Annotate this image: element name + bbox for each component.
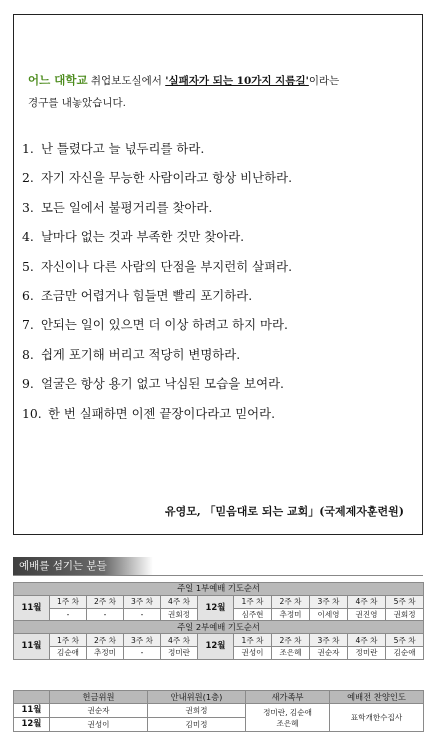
service1-week-12: 5주 차	[386, 595, 424, 608]
service1-name-11: -	[50, 608, 87, 621]
service1-name-12: 권회정	[386, 608, 424, 621]
service2-name-12: 권순자	[310, 646, 348, 659]
rule-text: 자신이나 다른 사람의 단점을 부지런히 살펴라.	[40, 258, 293, 274]
rule-number: 3.	[22, 199, 34, 215]
service2-name-11: 김순애	[50, 646, 87, 659]
prayer-schedule-table	[13, 582, 424, 660]
rule-number: 5.	[22, 258, 34, 274]
service2-week-12: 1주 차	[234, 634, 272, 647]
section-divider	[13, 575, 423, 576]
rule-text: 안되는 일이 있으면 더 이상 하려고 하지 마라.	[40, 317, 288, 333]
service1-week-11: 3주 차	[124, 595, 161, 608]
rule-number: 8.	[22, 346, 34, 362]
rule-item	[22, 257, 292, 286]
staff-month-12: 12월	[14, 718, 50, 732]
rule-item	[22, 345, 292, 374]
service1-week-12: 2주 차	[272, 595, 310, 608]
service1-month-12: 12월	[198, 595, 234, 621]
service1-name-12: 권진영	[348, 608, 386, 621]
service1-month-11: 11월	[14, 595, 50, 621]
rule-number: 6.	[22, 287, 34, 303]
service1-week-12: 1주 차	[234, 595, 272, 608]
rule-item	[22, 227, 292, 256]
staff-header: 새가족부	[246, 691, 330, 704]
rule-item	[22, 198, 292, 227]
service1-week-11: 1주 차	[50, 595, 87, 608]
service1-week-12: 3주 차	[310, 595, 348, 608]
service1-week-12: 4주 차	[348, 595, 386, 608]
intro-end-text: 이라는	[308, 75, 340, 87]
rule-item	[22, 286, 292, 315]
rule-item	[22, 139, 292, 168]
service2-month-12: 12월	[198, 634, 234, 660]
rule-number: 1.	[22, 141, 34, 156]
intro-mid-text: 취업보도실에서	[87, 75, 166, 87]
service2-title: 주일 2부예배 기도순서	[14, 621, 424, 634]
service1-name-12: 이세영	[310, 608, 348, 621]
rule-text: 난 틀렸다고 늘 넋두리를 하라.	[40, 141, 205, 156]
intro-paragraph	[28, 69, 418, 114]
article-source: 유영모, 「믿음대로 되는 교회」(국제제자훈련원)	[165, 505, 404, 518]
intro-line-2: 경구를 내놓았습니다.	[28, 97, 126, 109]
service2-week-11: 2주 차	[87, 634, 124, 647]
service1-name-11: -	[87, 608, 124, 621]
offering-name: 권순자	[50, 704, 148, 718]
staff-table	[13, 690, 424, 732]
service2-week-11: 3주 차	[124, 634, 161, 647]
service1-name-11: 권회정	[161, 608, 198, 621]
usher-name: 권희정	[148, 704, 246, 718]
service2-name-11: 정미란	[161, 646, 198, 659]
rule-number: 4.	[22, 229, 34, 245]
service2-week-11: 4주 차	[161, 634, 198, 647]
rule-item	[22, 315, 292, 344]
service2-month-11: 11월	[14, 634, 50, 660]
rule-number: 10.	[22, 405, 42, 421]
rule-item	[22, 168, 292, 197]
service1-week-11: 4주 차	[161, 595, 198, 608]
rule-text: 쉽게 포기해 버리고 적당히 변명하라.	[40, 346, 241, 362]
service1-week-11: 2주 차	[87, 595, 124, 608]
intro-quote: '실패자가 되는 10가지 지름길'	[165, 75, 309, 87]
staff-header: 예배전 찬양인도	[330, 691, 424, 704]
service2-week-12: 3주 차	[310, 634, 348, 647]
intro-university: 어느 대학교	[28, 73, 88, 87]
rule-text: 얼굴은 항상 용기 없고 낙심된 모습을 보여라.	[40, 376, 284, 392]
newcomer-names: 정미란, 김순애 조은혜	[246, 704, 330, 732]
service2-week-12: 2주 차	[272, 634, 310, 647]
service1-name-12: 심주현	[234, 608, 272, 621]
rule-text: 한 번 실패하면 이젠 끝장이다라고 믿어라.	[47, 405, 276, 421]
service2-week-11: 1주 차	[50, 634, 87, 647]
rule-item	[22, 374, 292, 403]
rule-text: 자기 자신을 무능한 사람이라고 항상 비난하라.	[40, 170, 293, 186]
service2-week-12: 4주 차	[348, 634, 386, 647]
service1-title: 주일 1부예배 기도순서	[14, 583, 424, 596]
staff-corner	[14, 691, 50, 704]
service2-name-12: 정미란	[348, 646, 386, 659]
rule-number: 2.	[22, 170, 34, 186]
rule-text: 날마다 없는 것과 부족한 것만 찾아라.	[40, 229, 245, 245]
service1-name-11: -	[124, 608, 161, 621]
usher-name: 김미정	[148, 718, 246, 732]
service2-name-12: 조은혜	[272, 646, 310, 659]
rule-item	[22, 404, 292, 433]
rule-text: 조금만 어렵거나 힘들면 빨리 포기하라.	[40, 287, 253, 303]
section-title: 예배를 섬기는 분들	[13, 557, 153, 575]
staff-header: 안내위원(1층)	[148, 691, 246, 704]
worship-leader: 표학개한수집사	[330, 704, 424, 732]
service2-week-12: 5주 차	[386, 634, 424, 647]
service2-name-12: 권성이	[234, 646, 272, 659]
service2-name-11: 추정미	[87, 646, 124, 659]
article-box	[13, 14, 423, 535]
service2-name-12: 김순애	[386, 646, 424, 659]
offering-name: 권성이	[50, 718, 148, 732]
staff-header: 헌금위원	[50, 691, 148, 704]
rule-number: 9.	[22, 376, 34, 392]
staff-month-11: 11월	[14, 704, 50, 718]
service2-name-11: -	[124, 646, 161, 659]
rule-number: 7.	[22, 317, 34, 333]
service1-name-12: 추정미	[272, 608, 310, 621]
rule-text: 모든 일에서 불평거리를 찾아라.	[40, 199, 213, 215]
rules-list	[22, 139, 292, 433]
